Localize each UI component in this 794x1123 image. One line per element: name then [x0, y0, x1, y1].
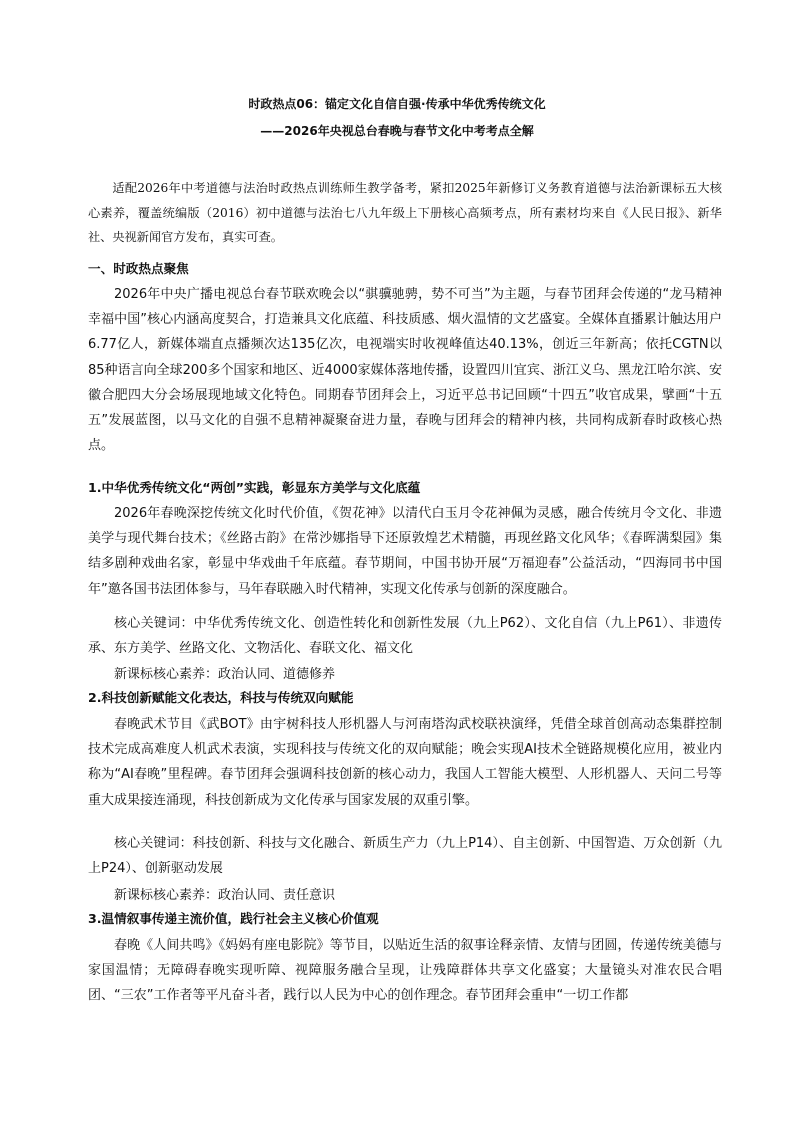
- document-subtitle: ——2026年央视总台春晚与春节文化中考考点全解: [260, 124, 534, 138]
- section1-heading: 一、时政热点聚焦: [88, 261, 189, 276]
- point1-keywords: 核心关键词：中华优秀传统文化、创造性转化和创新性发展（九上P62）、文化自信（九上P61）、非遗传承、东方美学、丝路文化、文物活化、春联文化、福文化: [88, 616, 722, 657]
- section1-paragraph: 2026年中央广播电视总台春节联欢晚会以“骐骥驰骋，势不可当”为主题，与春节团拜会传递的“龙马精神 幸福中国”核心内涵高度契合，打造兼具文化底蕴、科技质感、烟火温情的文艺盛宴。全媒体直播累计触达用户6.77亿人，新媒体端直点播频次达135亿次，电视端实时收视峰值达40.13%，创近三年新高；依托CGTN以85种语言向全球200多个国家和地区、近4000家媒体落地传播，设置四川宜宾、浙江义乌、黑龙江哈尔滨、安徽合肥四大分会场展现地域文化特色。同期春节团拜会上，习近平总书记回顾“十四五”收官成果，擘画“十五五”发展蓝图，以马文化的自强不息精神凝聚奋进力量，春晚与团拜会的精神内核，共同构成新春时政核心热点。: [88, 287, 722, 454]
- document-title: 时政热点06：锚定文化自信自强·传承中华优秀传统文化: [248, 97, 546, 111]
- point1-literacy: 新课标核心素养：政治认同、道德修养: [114, 667, 336, 682]
- point2-literacy: 新课标核心素养：政治认同、责任意识: [114, 888, 336, 903]
- point3-heading: 3.温情叙事传递主流价值，践行社会主义核心价值观: [88, 911, 379, 926]
- point3-paragraph: 春晚《人间共鸣》《妈妈有座电影院》等节目，以贴近生活的叙事诠释亲情、友情与团圆，传递传统美德与家国温情；无障碍春晚实现听障、视障服务融合呈现，让残障群体共享文化盛宴；大量镜头对准农民合唱团、“三农”工作者等平凡奋斗者，践行以人民为中心的创作理念。春节团拜会重申“一切工作都: [88, 938, 722, 1004]
- point1-paragraph: 2026年春晚深挖传统文化时代价值，《贺花神》以清代白玉月令花神佩为灵感，融合传统月令文化、非遗美学与现代舞台技术；《丝路古韵》在常沙娜指导下还原敦煌艺术精髓，再现丝路文化风华；《春晖满梨园》集结多剧种戏曲名家，彰显中华戏曲千年底蕴。春节期间，中国书协开展“万福迎春”公益活动，“四海同书中国年”邀各国书法团体参与，马年春联融入时代精神，实现文化传承与创新的深度融合。: [88, 506, 722, 597]
- point2-heading: 2.科技创新赋能文化表达，科技与传统双向赋能: [88, 690, 354, 705]
- point1-heading: 1.中华优秀传统文化“两创”实践，彰显东方美学与文化底蕴: [88, 480, 421, 495]
- intro-paragraph: 适配2026年中考道德与法治时政热点训练师生教学备考，紧扣2025年新修订义务教育道德与法治新课标五大核心素养，覆盖统编版（2016）初中道德与法治七八九年级上下册核心高频考点，所有素材均来自《人民日报》、新华社、央视新闻官方发布，真实可查。: [88, 181, 722, 244]
- point2-keywords: 核心关键词：科技创新、科技与文化融合、新质生产力（九上P14）、自主创新、中国智造、万众创新（九上P24）、创新驱动发展: [88, 836, 722, 877]
- point2-paragraph: 春晚武术节目《武BOT》由宇树科技人形机器人与河南塔沟武校联袂演绎，凭借全球首创高动态集群控制技术完成高难度人机武术表演，实现科技与传统文化的双向赋能；晚会实现AI技术全链路规模化应用，被业内称为“AI春晚”里程碑。春节团拜会强调科技创新的核心动力，我国人工智能大模型、人形机器人、天问二号等重大成果接连涌现，科技创新成为文化传承与国家发展的双重引擎。: [88, 717, 722, 808]
